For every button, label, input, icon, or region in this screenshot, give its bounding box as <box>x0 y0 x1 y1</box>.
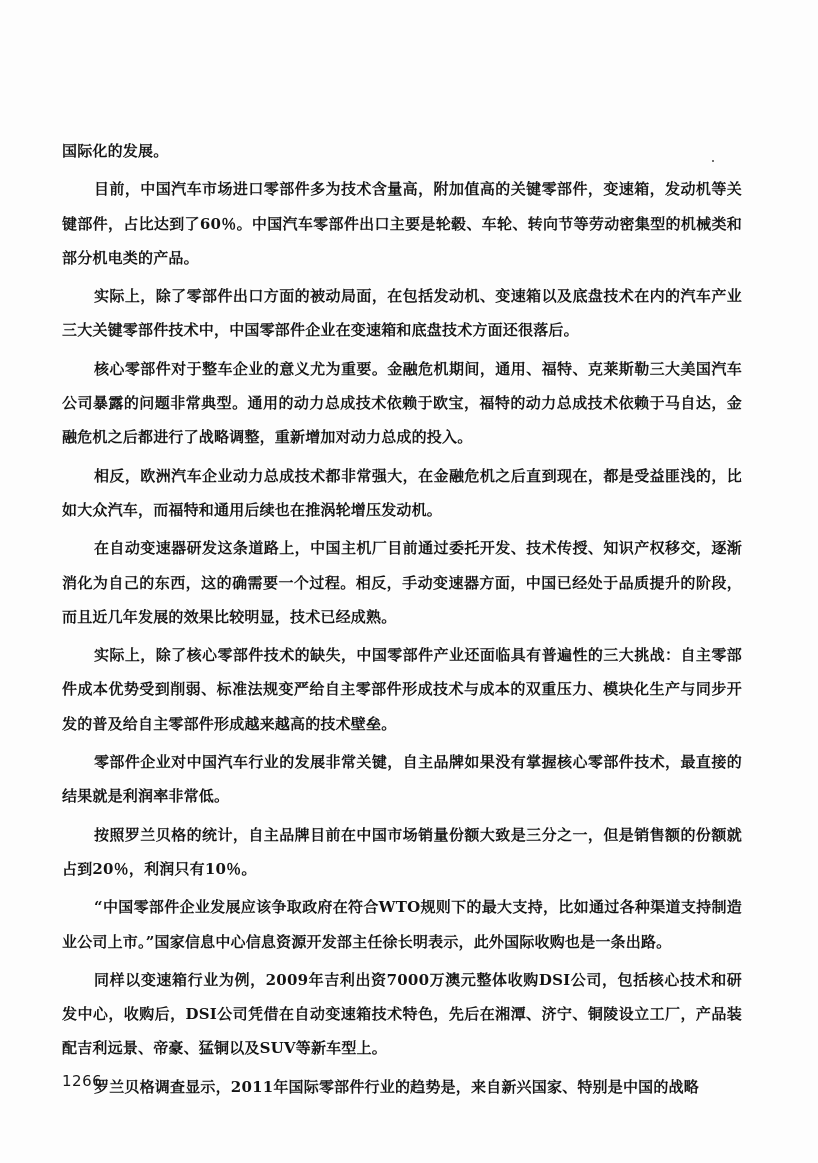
paragraph: 相反，欧洲汽车企业动力总成技术都非常强大，在金融危机之后直到现在，都是受益匪浅的，比如大众汽车，而福特和通用后续也在推涡轮增压发动机。 <box>62 466 742 519</box>
paragraph: 罗兰贝格调查显示，2011年国际零部件行业的趋势是，来自新兴国家、特别是中国的战略 <box>94 1077 699 1096</box>
paragraph: 核心零部件对于整车企业的意义尤为重要。金融危机期间，通用、福特、克莱斯勒三大美国汽车公司暴露的问题非常典型。通用的动力总成技术依赖于欧宝，福特的动力总成技术依赖于马自达，金融危机之后都进行了战略调整，重新增加对动力总成的投入。 <box>62 359 742 447</box>
paragraph: 同样以变速箱行业为例，2009年吉利出资7000万澳元整体收购DSI公司，包括核心技术和研发中心，收购后，DSI公司凭借在自动变速箱技术特色，先后在湘潭、济宁、铜陵设立工厂，产品装配吉利远景、帝豪、猛铜以及SUV等新车型上。 <box>62 970 742 1058</box>
paragraph: “中国零部件企业发展应该争取政府在符合WTO规则下的最大支持，比如通过各种渠道支持制造业公司上市。”国家信息中心信息资源开发部主任徐长明表示，此外国际收购也是一条出路。 <box>62 898 742 951</box>
paragraph: 实际上，除了零部件出口方面的被动局面，在包括发动机、变速箱以及底盘技术在内的汽车产业三大关键零部件技术中，中国零部件企业在变速箱和底盘技术方面还很落后。 <box>62 287 742 340</box>
paragraph: 零部件企业对中国汽车行业的发展非常关键，自主品牌如果没有掌握核心零部件技术，最直接的结果就是利润率非常低。 <box>62 753 742 806</box>
paragraph: 在自动变速器研发这条道路上，中国主机厂目前通过委托开发、技术传授、知识产权移交，逐渐消化为自己的东西，这的确需要一个过程。相反，手动变速器方面，中国已经处于品质提升的阶段，而且近几年发展的效果比较明显，技术已经成熟。 <box>62 539 742 626</box>
page-number: 1266 <box>62 1072 103 1090</box>
paragraph: 按照罗兰贝格的统计，自主品牌目前在中国市场销量份额大致是三分之一，但是销售额的份额就占到20％，利润只有10％。 <box>62 825 742 878</box>
paragraph: 目前，中国汽车市场进口零部件多为技术含量高，附加值高的关键零部件，变速箱，发动机等关键部件，占比达到了60％。中国汽车零部件出口主要是轮毂、车轮、转向节等劳动密集型的机械类和部分机电类的产品。 <box>62 180 742 267</box>
paragraph-continuation: 国际化的发展。 <box>62 142 169 160</box>
paragraph: 实际上，除了核心零部件技术的缺失，中国零部件产业还面临具有普遍性的三大挑战：自主零部件成本优势受到削弱、标准法规变严给自主零部件形成技术与成本的双重压力、模块化生产与同步开发的普及给自主零部件形成越来越高的技术壁垒。 <box>62 646 742 733</box>
body-text <box>62 134 742 1108</box>
